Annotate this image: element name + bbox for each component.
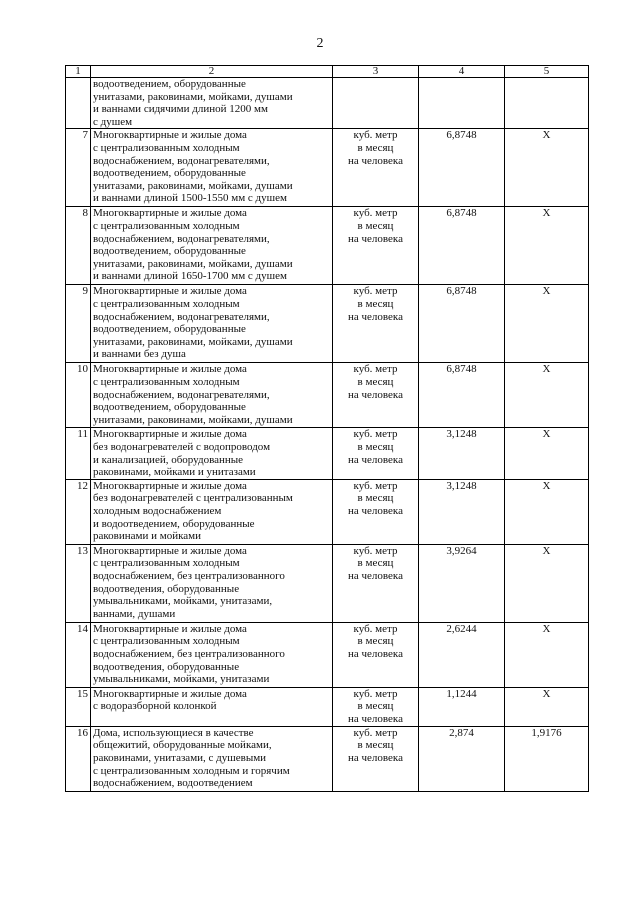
consumption-norms-table bbox=[65, 65, 589, 792]
row-norm-value: 6,8748 bbox=[419, 363, 505, 428]
table-row bbox=[66, 207, 589, 285]
row-description: Многоквартирные и жилые дома с централизованным холодным водоснабжением, водонагревателями, водоотведением, оборудованные унитазами, раковинами, мойками, душами и ваннами длиной 1650-1700 мм с душем bbox=[91, 207, 333, 285]
row-number: 12 bbox=[66, 479, 91, 544]
row-unit: куб. метр в месяц на человека bbox=[333, 622, 419, 687]
header-cell-1: 1 bbox=[66, 66, 91, 78]
row-hot-water-value: X bbox=[505, 207, 589, 285]
row-hot-water-value: X bbox=[505, 363, 589, 428]
row-unit: куб. метр в месяц на человека bbox=[333, 479, 419, 544]
row-hot-water-value: X bbox=[505, 285, 589, 363]
row-number: 10 bbox=[66, 363, 91, 428]
row-number bbox=[66, 78, 91, 129]
row-description: Многоквартирные и жилые дома с централизованным холодным водоснабжением, водонагревателями, водоотведением, оборудованные унитазами, раковинами, мойками, душами и ваннами без душа bbox=[91, 285, 333, 363]
row-hot-water-value: X bbox=[505, 544, 589, 622]
table-header-row bbox=[66, 66, 589, 78]
table-row bbox=[66, 78, 589, 129]
row-hot-water-value: X bbox=[505, 428, 589, 479]
row-norm-value: 6,8748 bbox=[419, 129, 505, 207]
row-description: Многоквартирные и жилые дома с водоразборной колонкой bbox=[91, 687, 333, 726]
header-cell-3: 3 bbox=[333, 66, 419, 78]
row-description: Многоквартирные и жилые дома с централизованным холодным водоснабжением, без централизованного водоотведения, оборудованные умывальниками, мойками, унитазами bbox=[91, 622, 333, 687]
row-description: Многоквартирные и жилые дома без водонагревателей с водопроводом и канализацией, оборудованные раковинами, мойками и унитазами bbox=[91, 428, 333, 479]
header-cell-5: 5 bbox=[505, 66, 589, 78]
table-row bbox=[66, 479, 589, 544]
page-number: 2 bbox=[316, 36, 324, 51]
row-unit: куб. метр в месяц на человека bbox=[333, 687, 419, 726]
row-unit: куб. метр в месяц на человека bbox=[333, 726, 419, 791]
table-row bbox=[66, 363, 589, 428]
row-number: 8 bbox=[66, 207, 91, 285]
row-hot-water-value: X bbox=[505, 129, 589, 207]
row-hot-water-value: 1,9176 bbox=[505, 726, 589, 791]
table-row bbox=[66, 687, 589, 726]
row-norm-value: 2,6244 bbox=[419, 622, 505, 687]
row-number: 14 bbox=[66, 622, 91, 687]
row-description: Многоквартирные и жилые дома с централизованным холодным водоснабжением, без централизованного водоотведения, оборудованные умывальниками, мойками, унитазами, ваннами, душами bbox=[91, 544, 333, 622]
row-description: Дома, использующиеся в качестве общежитий, оборудованные мойками, раковинами, унитазами, с душевыми с централизованным холодным и горячим водоснабжением, водоотведением bbox=[91, 726, 333, 791]
row-unit: куб. метр в месяц на человека bbox=[333, 129, 419, 207]
row-unit: куб. метр в месяц на человека bbox=[333, 207, 419, 285]
row-norm-value bbox=[419, 78, 505, 129]
row-number: 15 bbox=[66, 687, 91, 726]
row-description: Многоквартирные и жилые дома с централизованным холодным водоснабжением, водонагревателями, водоотведением, оборудованные унитазами, раковинами, мойками, душами и ваннами длиной 1500-1550 мм с душем bbox=[91, 129, 333, 207]
row-norm-value: 6,8748 bbox=[419, 207, 505, 285]
row-norm-value: 2,874 bbox=[419, 726, 505, 791]
table-body bbox=[66, 66, 589, 792]
header-cell-2: 2 bbox=[91, 66, 333, 78]
table-row bbox=[66, 285, 589, 363]
row-hot-water-value bbox=[505, 78, 589, 129]
table-row bbox=[66, 622, 589, 687]
table-row bbox=[66, 129, 589, 207]
row-number: 7 bbox=[66, 129, 91, 207]
row-description: Многоквартирные и жилые дома без водонагревателей с централизованным холодным водоснабжением и водоотведением, оборудованные раковинами и мойками bbox=[91, 479, 333, 544]
row-description: водоотведением, оборудованные унитазами, раковинами, мойками, душами и ваннами сидячими длиной 1200 мм с душем bbox=[91, 78, 333, 129]
row-number: 13 bbox=[66, 544, 91, 622]
row-norm-value: 3,9264 bbox=[419, 544, 505, 622]
row-unit: куб. метр в месяц на человека bbox=[333, 428, 419, 479]
row-norm-value: 1,1244 bbox=[419, 687, 505, 726]
row-number: 11 bbox=[66, 428, 91, 479]
row-number: 9 bbox=[66, 285, 91, 363]
row-norm-value: 6,8748 bbox=[419, 285, 505, 363]
row-unit bbox=[333, 78, 419, 129]
row-unit: куб. метр в месяц на человека bbox=[333, 285, 419, 363]
row-number: 16 bbox=[66, 726, 91, 791]
row-hot-water-value: X bbox=[505, 479, 589, 544]
table-row bbox=[66, 428, 589, 479]
row-unit: куб. метр в месяц на человека bbox=[333, 544, 419, 622]
table-row bbox=[66, 726, 589, 791]
row-description: Многоквартирные и жилые дома с централизованным холодным водоснабжением, водонагревателями, водоотведением, оборудованные унитазами, раковинами, мойками, душами bbox=[91, 363, 333, 428]
table-row bbox=[66, 544, 589, 622]
row-hot-water-value: X bbox=[505, 622, 589, 687]
row-norm-value: 3,1248 bbox=[419, 479, 505, 544]
row-unit: куб. метр в месяц на человека bbox=[333, 363, 419, 428]
row-hot-water-value: X bbox=[505, 687, 589, 726]
header-cell-4: 4 bbox=[419, 66, 505, 78]
row-norm-value: 3,1248 bbox=[419, 428, 505, 479]
